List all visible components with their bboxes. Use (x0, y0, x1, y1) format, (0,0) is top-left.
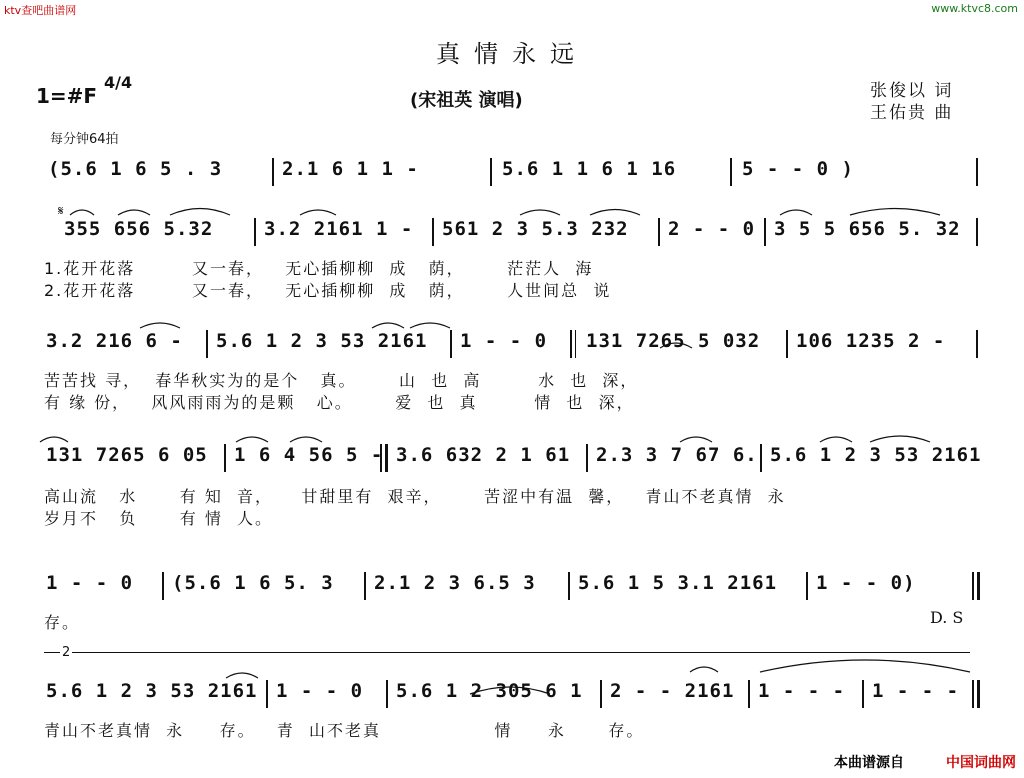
measure: 2.1 6 1 1 - (282, 158, 419, 180)
slur (820, 437, 852, 442)
watermark-right: www.ktvc8.com (931, 2, 1018, 15)
slur (236, 437, 268, 442)
lyrics-line-2-verse-2: 2.花开花落 又一春， 无心插柳柳 成 荫， 人世间总 说 (44, 281, 612, 300)
lyrics-line-2-verse-1: 1.花开花落 又一春， 无心插柳柳 成 荫， 茫茫人 海 (44, 259, 594, 278)
slur (372, 323, 404, 328)
song-title: 真情永远 (436, 40, 588, 68)
segno-sign: 𝄋 (58, 204, 64, 219)
measure: 1 - - 0 (460, 330, 548, 352)
measure: 5.6 1 1 6 1 16 (502, 158, 677, 180)
lyrics-line-4-verse-1: 高山流 水 有 知 音， 甘甜里有 艰辛， 苦涩中有温 馨， 青山不老真情 永 (44, 487, 786, 506)
measure: 2 - - 0 (668, 218, 756, 240)
slur (780, 210, 812, 215)
measure: 1 - - 0 (276, 680, 364, 702)
measure: 2.1 2 3 6.5 3 (374, 572, 536, 594)
measure: 2.3 3 7 67 6. (596, 444, 758, 466)
measure: 561 2 3 5.3 232 (442, 218, 629, 240)
lyrics-line-3-verse-1: 苦苦找 寻， 春华秋实为的是个 真。 山 也 高 水 也 深， (44, 371, 639, 390)
measure: 355 656 5.32 (64, 218, 214, 240)
measure: 131 7265 6 05 (46, 444, 208, 466)
composer-credit: 王佑贵 曲 (870, 103, 954, 123)
slur (760, 660, 970, 672)
slur (590, 210, 640, 216)
song-performer: (宋祖英 演唱) (410, 90, 523, 111)
measure: 3.2 2161 1 - (264, 218, 414, 240)
measure: 106 1235 2 - (796, 330, 946, 352)
slur (690, 667, 718, 672)
measure: 5.6 1 2 305 6 1 (396, 680, 583, 702)
measure: 5.6 1 2 3 53 2161 (216, 330, 428, 352)
measure: 3.2 216 6 - (46, 330, 183, 352)
slur (170, 209, 230, 216)
slur (870, 436, 930, 442)
lyrics-line-6: 青山不老真情 永 存。 青 山不老真 情 永 存。 (44, 721, 645, 740)
slur (40, 437, 68, 442)
measure: (5.6 1 6 5 . 3 (48, 158, 223, 180)
measure: 2 - - 2161 (610, 680, 735, 702)
watermark-left: ktv查吧曲谱网 (4, 4, 77, 17)
slur (226, 673, 258, 678)
volta-number: 2 (62, 645, 71, 660)
footer-source-site[interactable]: 中国词曲网 (946, 755, 1016, 771)
measure: 3 5 5 656 5. 32 (774, 218, 961, 240)
measure: 1 6 4 56 5 - (234, 444, 384, 466)
slur (70, 210, 94, 215)
measure: 3.6 632 2 1 61 (396, 444, 571, 466)
measure: 1 - - 0) (816, 572, 916, 594)
slur (680, 437, 712, 442)
measure: 5.6 1 2 3 53 2161 (46, 680, 258, 702)
slur (470, 687, 550, 694)
lyricist-credit: 张俊以 词 (870, 81, 954, 101)
lyrics-line-3-verse-2: 有 缘 份， 风风雨雨为的是颗 心。 爱 也 真 情 也 深， (44, 393, 635, 412)
measure: 5 - - 0 ) (742, 158, 854, 180)
slur (290, 437, 322, 442)
slur (118, 210, 150, 215)
measure: 1 - - 0 (46, 572, 134, 594)
lyrics-line-4-verse-2: 岁月不 负 有 情 人。 (44, 509, 274, 528)
key-signature: 1=#F (36, 84, 98, 108)
slur (850, 209, 940, 216)
dal-segno-mark: D. S (930, 608, 964, 627)
time-signature-value: 4/4 (104, 73, 133, 92)
footer-source-text: 本曲谱源自 (834, 755, 904, 771)
measure: 1 - - - (758, 680, 846, 702)
slur (660, 343, 692, 348)
slur (300, 210, 336, 215)
slur (520, 210, 560, 215)
measure: 131 7265 5 032 (586, 330, 761, 352)
measure: 5.6 1 5 3.1 2161 (578, 572, 778, 594)
measure: 1 - - - (872, 680, 960, 702)
tempo-marking: 每分钟64拍 (50, 132, 119, 147)
slur (140, 323, 180, 328)
measure: 5.6 1 2 3 53 2161 (770, 444, 982, 466)
slur (410, 323, 450, 328)
measure: (5.6 1 6 5. 3 (172, 572, 334, 594)
lyrics-line-5: 存。 (44, 613, 81, 632)
